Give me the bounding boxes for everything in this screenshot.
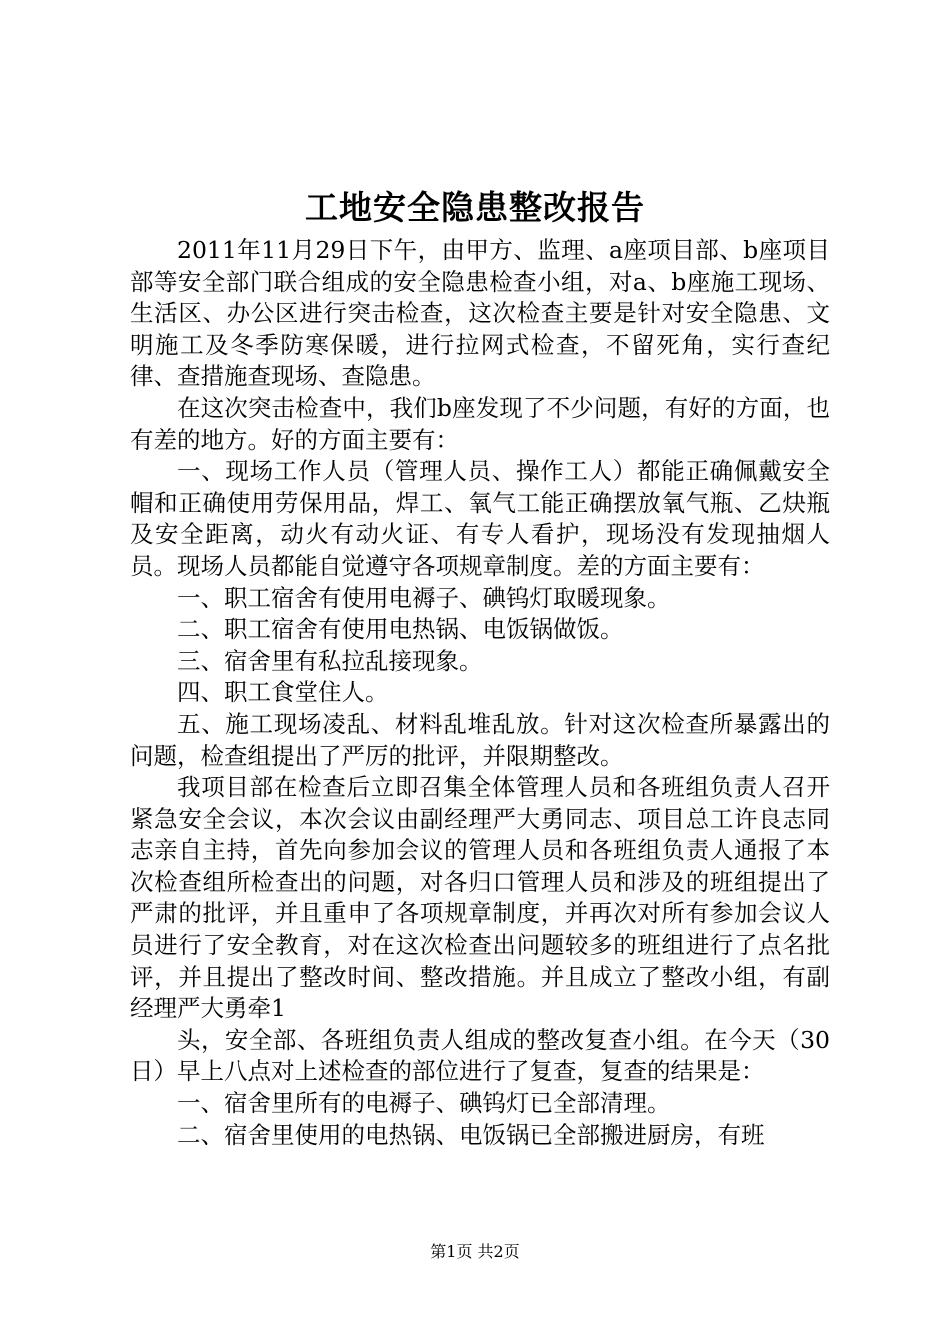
paragraph: 四、职工食堂住人。 xyxy=(177,678,389,707)
page-number-footer: 第1页 共2页 xyxy=(430,1242,520,1261)
paragraph: 在这次突击检查中，我们b座发现了不少问题，有好的方面，也有差的地方。好的方面主要有： xyxy=(130,393,830,454)
document-title: 工地安全隐患整改报告 xyxy=(305,188,645,227)
document-body xyxy=(130,235,830,1151)
paragraph: 头，安全部、各班组负责人组成的整改复查小组。在今天（30日）早上八点对上述检查的部位进行了复查，复查的结果是： xyxy=(130,1025,830,1086)
paragraph: 一、职工宿舍有使用电褥子、碘钨灯取暖现象。 xyxy=(177,583,671,612)
paragraph: 五、施工现场凌乱、材料乱堆乱放。针对这次检查所暴露出的问题，检查组提出了严厉的批评，并限期整改。 xyxy=(130,709,830,770)
paragraph: 2011年11月29日下午，由甲方、监理、a座项目部、b座项目部等安全部门联合组成的安全隐患检查小组，对a、b座施工现场、生活区、办公区进行突击检查，这次检查主要是针对安全隐患、文明施工及冬季防寒保暖，进行拉网式检查，不留死角，实行查纪律、查措施查现场、查隐患。 xyxy=(130,236,830,391)
paragraph: 二、职工宿舍有使用电热锅、电饭锅做饭。 xyxy=(177,615,624,644)
paragraph: 一、宿舍里所有的电褥子、碘钨灯已全部清理。 xyxy=(177,1089,671,1118)
paragraph: 我项目部在检查后立即召集全体管理人员和各班组负责人召开紧急安全会议，本次会议由副经理严大勇同志、项目总工许良志同志亲自主持，首先向参加会议的管理人员和各班组负责人通报了本次检查组所检查出的问题，对各归口管理人员和涉及的班组提出了严肃的批评，并且重申了各项规章制度，并再次对所有参加会议人员进行了安全教育，对在这次检查出问题较多的班组进行了点名批评，并且提出了整改时间、整改措施。并且成立了整改小组，有副经理严大勇牵1 xyxy=(130,773,830,1023)
paragraph: 一、现场工作人员（管理人员、操作工人）都能正确佩戴安全帽和正确使用劳保用品，焊工、氧气工能正确摆放氧气瓶、乙炔瓶及安全距离，动火有动火证、有专人看护，现场没有发现抽烟人员。现场人员都能自觉遵守各项规章制度。差的方面主要有： xyxy=(130,457,830,580)
paragraph: 二、宿舍里使用的电热锅、电饭锅已全部搬进厨房，有班 xyxy=(177,1120,765,1149)
paragraph: 三、宿舍里有私拉乱接现象。 xyxy=(177,646,483,675)
